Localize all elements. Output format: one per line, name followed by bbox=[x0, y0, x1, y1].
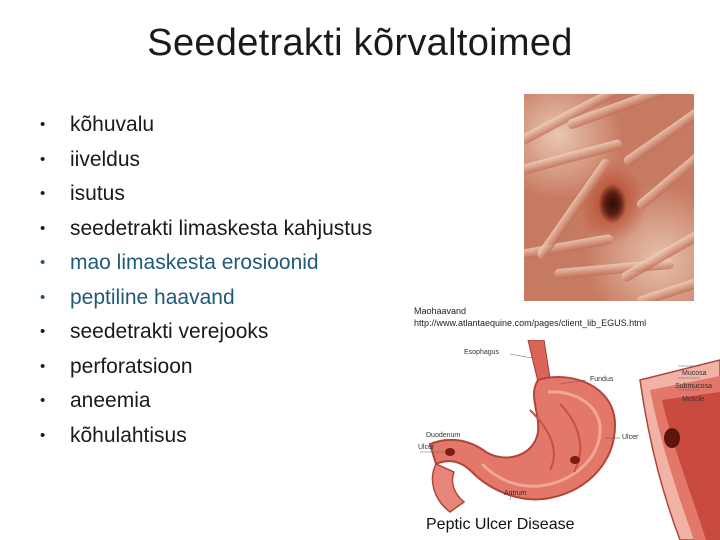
bullet-item bbox=[40, 419, 372, 454]
bullet-text: iiveldus bbox=[70, 147, 141, 171]
bullet-item bbox=[40, 143, 372, 178]
bullet-dot-icon: • bbox=[40, 392, 46, 409]
bullet-item bbox=[40, 212, 372, 247]
stomach-illustration bbox=[410, 340, 720, 540]
label-esophagus: Esophagus bbox=[464, 349, 500, 356]
bullet-dot-icon: • bbox=[40, 357, 46, 375]
bullet-dot-icon: • bbox=[40, 219, 46, 237]
bullet-dot-icon: • bbox=[40, 323, 46, 340]
label-antrum: Antrum bbox=[504, 490, 527, 497]
bullet-text: peptiline haavand bbox=[70, 285, 235, 309]
label-submucosa: Submucosa bbox=[675, 383, 712, 390]
label-muscle: Muscle bbox=[682, 396, 705, 403]
bullet-item bbox=[40, 384, 372, 419]
bullet-dot-icon: • bbox=[40, 150, 46, 168]
bullet-text: isutus bbox=[70, 182, 125, 205]
bullet-item bbox=[40, 281, 372, 316]
bullet-dot-icon: • bbox=[40, 288, 46, 306]
bullet-text: perforatsioon bbox=[70, 354, 193, 378]
label-fundus: Fundus bbox=[590, 376, 614, 383]
label-ulcer-right: Ulcer bbox=[622, 434, 639, 441]
bullet-list bbox=[40, 108, 372, 453]
peptic-ulcer-diagram bbox=[410, 340, 720, 540]
label-duodenum: Duodenum bbox=[426, 432, 461, 439]
bullet-item bbox=[40, 315, 372, 350]
bullet-dot-icon: • bbox=[40, 185, 46, 202]
bullet-dot-icon: • bbox=[40, 116, 46, 133]
bullet-dot-icon: • bbox=[40, 254, 46, 271]
bullet-item bbox=[40, 108, 372, 143]
photo-caption-title: Maohaavand bbox=[414, 306, 467, 316]
bullet-text: aneemia bbox=[70, 389, 151, 412]
photo-caption-url: http://www.atlantaequine.com/pages/client_lib_EGUS.html bbox=[414, 318, 647, 328]
bullet-text: seedetrakti limaskesta kahjustus bbox=[70, 216, 373, 240]
bullet-text: kõhuvalu bbox=[70, 113, 155, 136]
bullet-item bbox=[40, 177, 372, 212]
bullet-text: seedetrakti verejooks bbox=[70, 320, 269, 343]
diagram-title: Peptic Ulcer Disease bbox=[426, 516, 575, 533]
slide-title: Seedetrakti kõrvaltoimed bbox=[147, 22, 573, 64]
bullet-text: mao limaskesta erosioonid bbox=[70, 251, 319, 274]
bullet-dot-icon: • bbox=[40, 426, 46, 444]
bullet-item bbox=[40, 246, 372, 281]
photo-caption bbox=[414, 305, 646, 329]
bullet-text: kõhulahtisus bbox=[70, 423, 187, 447]
bullet-item bbox=[40, 350, 372, 385]
stomach-ulcer-photo bbox=[524, 94, 694, 301]
label-mucosa: Mucosa bbox=[682, 370, 707, 377]
label-ulcer-left: Ulcer bbox=[418, 444, 435, 451]
